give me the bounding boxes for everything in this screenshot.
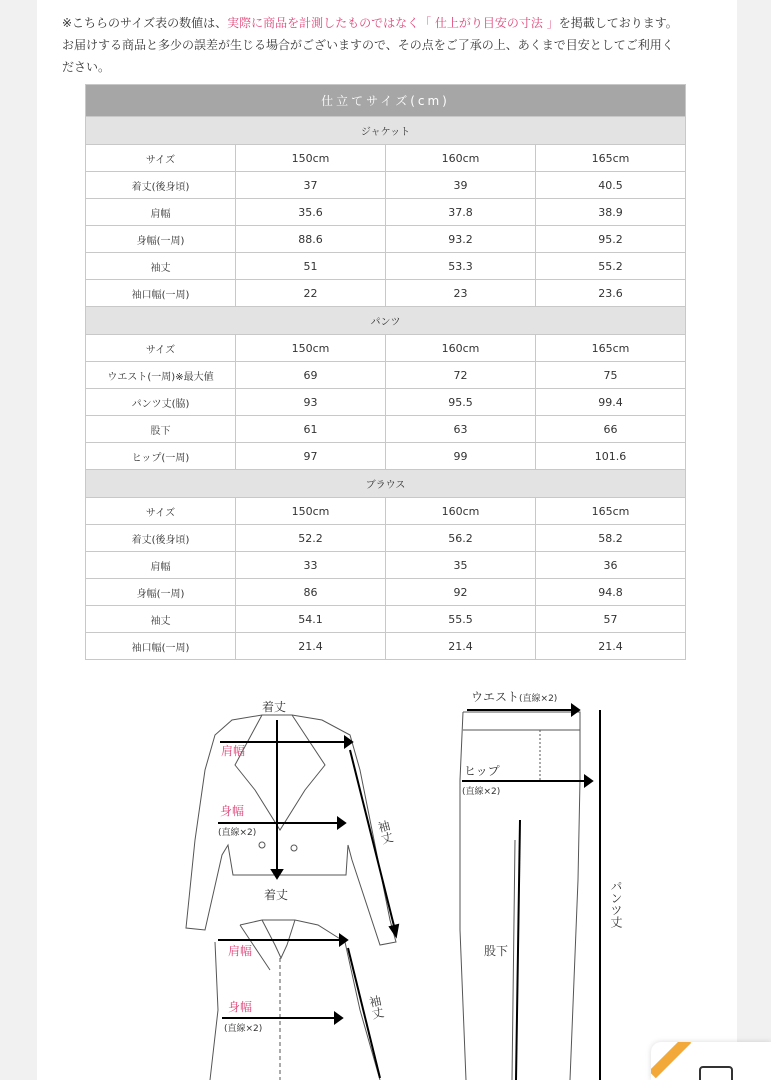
jacket-button (291, 845, 297, 851)
table-row (86, 280, 686, 307)
arrow-head (390, 925, 398, 936)
size-header-row (86, 145, 686, 172)
table-row (86, 416, 686, 443)
measurement-label: 着丈(後身頃) (86, 525, 236, 552)
hip-label: ヒップ (464, 764, 500, 778)
inseam-label: 股下 (484, 944, 509, 958)
measurement-value: 86 (236, 579, 386, 606)
measurement-label: 肩幅 (86, 199, 236, 226)
measurement-value: 75 (536, 362, 686, 389)
table-row (86, 606, 686, 633)
section-row (86, 470, 686, 498)
measurement-value: 57 (536, 606, 686, 633)
measurement-value: 23.6 (536, 280, 686, 307)
table-row (86, 172, 686, 199)
size-header-cell: 160cm (386, 498, 536, 525)
table-row (86, 552, 686, 579)
measurement-value: 72 (386, 362, 536, 389)
measurement-value: 51 (236, 253, 386, 280)
measurement-value: 99.4 (536, 389, 686, 416)
measurement-value: 69 (236, 362, 386, 389)
size-header-cell: 165cm (536, 145, 686, 172)
section-row (86, 117, 686, 145)
measurement-value: 93.2 (386, 226, 536, 253)
measurement-label: パンツ丈(脇) (86, 389, 236, 416)
size-header-cell: サイズ (86, 335, 236, 362)
measurement-value: 21.4 (536, 633, 686, 660)
measurement-diagram (0, 680, 771, 1080)
measurement-label: ヒップ(一周) (86, 443, 236, 470)
measurement-value: 94.8 (536, 579, 686, 606)
notice-text-1: ※こちらのサイズ表の数値は、 (62, 16, 228, 30)
size-header-cell: 160cm (386, 335, 536, 362)
measurement-value: 36 (536, 552, 686, 579)
measurement-value: 21.4 (236, 633, 386, 660)
measurement-value: 63 (386, 416, 536, 443)
table-row (86, 443, 686, 470)
size-header-row (86, 335, 686, 362)
table-row (86, 226, 686, 253)
tab-accent-stripe (651, 1042, 691, 1078)
measurement-value: 37 (236, 172, 386, 199)
measurement-value: 33 (236, 552, 386, 579)
table-title: 仕立てサイズ(cm) (86, 85, 686, 117)
table-row (86, 579, 686, 606)
measurement-label: 袖丈 (86, 253, 236, 280)
arrow-head (340, 935, 347, 945)
size-header-cell: 160cm (386, 145, 536, 172)
arrow-head (335, 1013, 342, 1023)
measurement-label: ウエスト(一周)※最大値 (86, 362, 236, 389)
table-row (86, 362, 686, 389)
inseam-arrow (516, 820, 520, 1080)
size-header-cell: サイズ (86, 498, 236, 525)
notice-text-2: を掲載しております。お届けする商品と多少の誤差が生じる場合がございますので、その点をご了承の上、あくまで目安としてご利用ください。 (62, 16, 678, 74)
measurement-value: 95.5 (386, 389, 536, 416)
garment-illustration (0, 680, 771, 1080)
measurement-value: 52.2 (236, 525, 386, 552)
pants-length-label: パンツ丈 (609, 880, 623, 928)
measurement-value: 40.5 (536, 172, 686, 199)
table-row (86, 633, 686, 660)
measurement-value: 61 (236, 416, 386, 443)
measurement-value: 22 (236, 280, 386, 307)
blouse-body-label: 身幅 (228, 1000, 253, 1014)
hip-note: (直線×2) (462, 787, 501, 797)
jacket-length-label: 着丈 (262, 700, 287, 714)
waist-label (471, 688, 557, 705)
measurement-value: 58.2 (536, 525, 686, 552)
table-row (86, 199, 686, 226)
jacket-sleeve-label: 袖丈 (375, 818, 395, 846)
measurement-label: 袖丈 (86, 606, 236, 633)
measurement-label: 袖口幅(一周) (86, 280, 236, 307)
measurement-value: 37.8 (386, 199, 536, 226)
section-title: ジャケット (86, 117, 686, 145)
measurement-label: 着丈(後身頃) (86, 172, 236, 199)
measurement-value: 93 (236, 389, 386, 416)
size-header-cell: 150cm (236, 498, 386, 525)
arrow-head (585, 776, 592, 786)
table-row (86, 253, 686, 280)
measurement-value: 92 (386, 579, 536, 606)
measurement-label: 身幅(一周) (86, 226, 236, 253)
measurement-value: 35 (386, 552, 536, 579)
floating-action-tab[interactable] (651, 1042, 771, 1080)
waist-label-text: ウエスト (471, 690, 520, 704)
notice-highlight: 実際に商品を計測したものではなく「 仕上がり目安の寸法 」 (227, 16, 559, 30)
measurement-value: 55.5 (386, 606, 536, 633)
measurement-label: 身幅(一周) (86, 579, 236, 606)
measurement-value: 99 (386, 443, 536, 470)
measurement-value: 88.6 (236, 226, 386, 253)
measurement-label: 袖口幅(一周) (86, 633, 236, 660)
jacket-body-label: 身幅 (220, 804, 245, 818)
jacket-button (259, 842, 265, 848)
section-title: ブラウス (86, 470, 686, 498)
measurement-value: 23 (386, 280, 536, 307)
size-header-cell: 150cm (236, 145, 386, 172)
size-header-cell: 165cm (536, 335, 686, 362)
blouse-sleeve-label: 袖丈 (366, 993, 386, 1021)
size-header-row (86, 498, 686, 525)
blouse-length-label: 着丈 (264, 888, 289, 902)
measurement-value: 54.1 (236, 606, 386, 633)
arrow-head (272, 870, 282, 878)
measurement-value: 35.6 (236, 199, 386, 226)
size-table (85, 84, 686, 660)
jacket-shoulder-label: 肩幅 (221, 744, 246, 758)
size-notice (62, 12, 682, 78)
measurement-value: 21.4 (386, 633, 536, 660)
arrow-head (338, 818, 345, 828)
jacket-lapel (235, 715, 325, 830)
measurement-value: 55.2 (536, 253, 686, 280)
measurement-value: 53.3 (386, 253, 536, 280)
measurement-value: 101.6 (536, 443, 686, 470)
size-header-cell: 165cm (536, 498, 686, 525)
blouse-body-note: (直線×2) (224, 1024, 263, 1034)
measurement-value: 56.2 (386, 525, 536, 552)
table-row (86, 389, 686, 416)
measurement-value: 39 (386, 172, 536, 199)
measurement-value: 38.9 (536, 199, 686, 226)
table-row (86, 525, 686, 552)
arrow-head (572, 705, 579, 715)
section-title: パンツ (86, 307, 686, 335)
chat-icon[interactable] (699, 1066, 733, 1080)
size-header-cell: 150cm (236, 335, 386, 362)
measurement-value: 97 (236, 443, 386, 470)
measurement-label: 股下 (86, 416, 236, 443)
jacket-body-note: (直線×2) (218, 828, 257, 838)
measurement-value: 95.2 (536, 226, 686, 253)
section-row (86, 307, 686, 335)
blouse-shoulder-label: 肩幅 (228, 944, 253, 958)
waist-note: (直線×2) (519, 694, 558, 704)
measurement-label: 肩幅 (86, 552, 236, 579)
size-header-cell: サイズ (86, 145, 236, 172)
measurement-value: 66 (536, 416, 686, 443)
